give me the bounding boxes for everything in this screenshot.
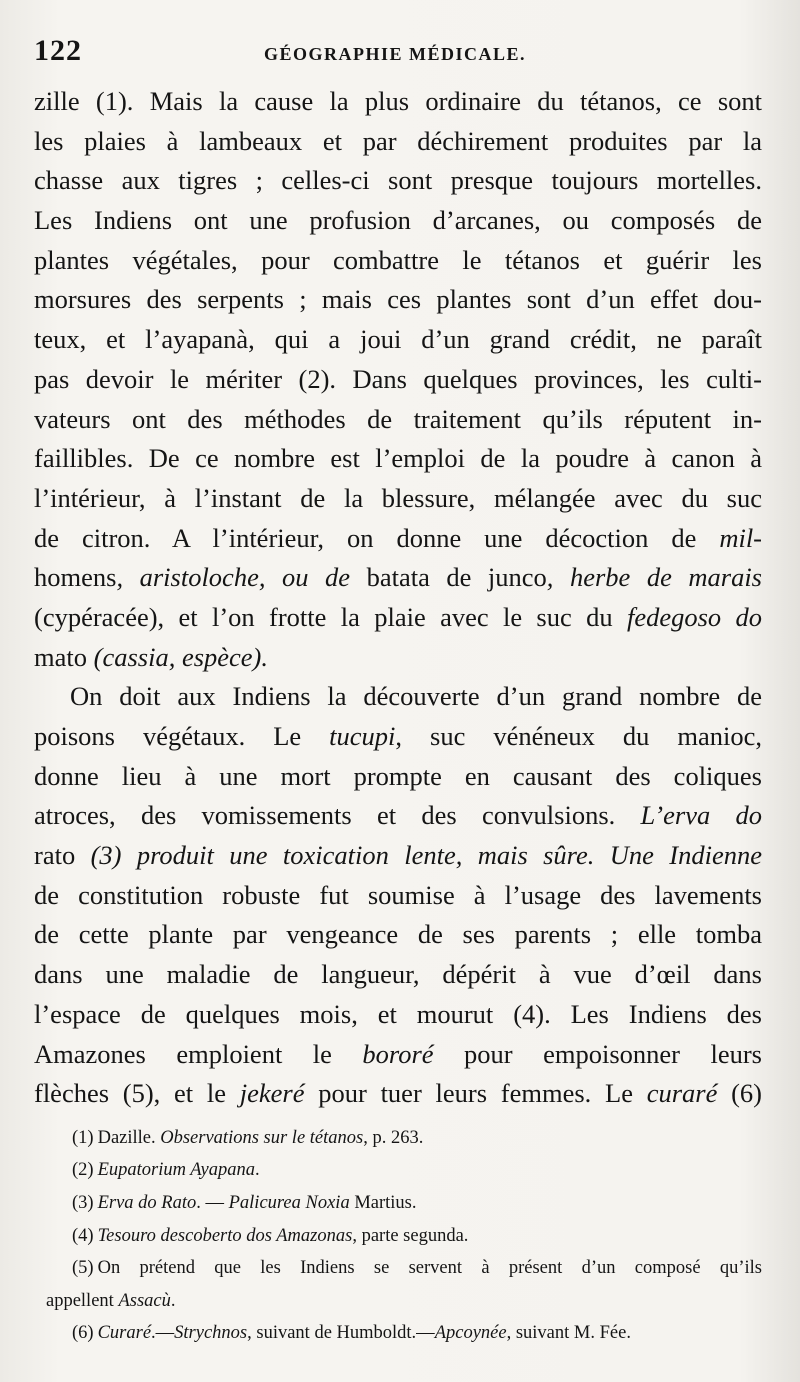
text-run: On doit aux Indiens la découverte d’un grand nombre de <box>70 681 762 712</box>
italic-term: tucupi <box>329 721 396 751</box>
footnote-italic: Apcoynée <box>434 1323 507 1344</box>
text-line <box>34 836 762 876</box>
footnote <box>34 1317 762 1350</box>
text-run: zille (1). Mais la cause la plus ordinaire du tétanos, ce sont <box>34 86 762 116</box>
text-run: vateurs ont des méthodes de traitement qu’ils réputent in- <box>34 403 762 434</box>
running-head: GÉOGRAPHIE MÉDICALE. <box>264 44 527 64</box>
text-run: pour tuer leurs femmes. Le <box>304 1078 647 1109</box>
footnote-italic: Palicurea Noxia <box>228 1193 350 1214</box>
text-run: pas devoir le mériter (2). Dans quelques provinces, les culti- <box>34 363 762 394</box>
text-line <box>34 400 762 440</box>
text-line <box>34 995 762 1035</box>
text-line <box>34 519 762 559</box>
text-line <box>34 717 762 757</box>
text-run: faillibles. De ce nombre est l’emploi de la poudre à canon à <box>34 443 762 474</box>
footnote-text: , parte segunda. <box>352 1225 469 1246</box>
footnote <box>34 1122 762 1155</box>
footnote-mark: (1) <box>72 1127 94 1148</box>
footnote-text: . <box>255 1160 260 1181</box>
italic-term: curaré <box>646 1078 718 1109</box>
text-run: mato <box>34 641 87 672</box>
paragraph-2 <box>34 677 762 1114</box>
text-run: plantes végétales, pour combattre le tétanos et guérir les <box>34 244 762 275</box>
text-run: rato <box>34 840 76 871</box>
text-line <box>34 677 762 717</box>
italic-term: (cassia, espèce). <box>87 641 269 672</box>
text-line <box>34 638 762 678</box>
text-run: morsures des serpents ; mais ces plantes sont d’un effet dou- <box>34 284 762 315</box>
footnote-italic: Observations sur le tétanos <box>160 1127 364 1148</box>
footnote-italic: Assacù <box>118 1290 171 1311</box>
text-line <box>34 1035 762 1075</box>
text-line <box>34 320 762 360</box>
text-line <box>34 161 762 201</box>
footnote-text: . <box>170 1290 176 1311</box>
text-line <box>34 201 762 241</box>
footnote-italic: Curaré <box>97 1323 152 1344</box>
text-run: Amazones emploient le <box>34 1038 363 1069</box>
text-run: (6) <box>717 1078 762 1109</box>
italic-term: bororé <box>362 1038 434 1069</box>
text-line <box>34 241 762 281</box>
text-line <box>34 439 762 479</box>
text-run: l’intérieur, à l’instant de la blessure, mélangée avec du suc <box>34 482 762 513</box>
footnote-mark: (5) <box>72 1258 94 1279</box>
footnote-text: . — <box>196 1193 229 1214</box>
text-line <box>34 955 762 995</box>
text-line <box>34 122 762 162</box>
text-run: (cypéracée), et l’on frotte la plaie avec le suc du <box>34 601 627 632</box>
footnote <box>34 1187 762 1220</box>
italic-term: (3) produit une toxication lente, mais sûre. Une Indienne <box>75 840 762 871</box>
text-run: les plaies à lambeaux et par déchirement produites par la <box>34 125 762 156</box>
footnote <box>34 1154 762 1187</box>
footnote <box>34 1252 762 1285</box>
text-run: dans une maladie de langueur, dépérit à vue d’œil dans <box>34 959 762 990</box>
footnote-text: Dazille. <box>97 1127 161 1148</box>
text-line <box>34 558 762 598</box>
italic-term: mil- <box>719 522 762 553</box>
footnote-text: appellent <box>46 1290 119 1311</box>
text-line <box>34 82 762 122</box>
footnote-mark: (6) <box>72 1323 94 1344</box>
footnotes <box>34 1122 762 1350</box>
text-line <box>34 479 762 519</box>
footnote-text: Martius. <box>349 1193 417 1214</box>
footnote-italic: Erva do Rato <box>97 1193 197 1214</box>
text-line <box>34 1074 762 1114</box>
text-run: atroces, des vomissements et des convulsions. <box>34 800 641 831</box>
text-run: batata de junco <box>366 562 547 593</box>
text-line <box>34 280 762 320</box>
italic-term: , aristoloche, ou de <box>116 562 367 593</box>
text-line <box>34 757 762 797</box>
page-header <box>34 34 762 82</box>
text-run: homens <box>34 562 117 593</box>
footnote <box>34 1285 762 1318</box>
italic-term: , herbe de marais <box>546 562 762 593</box>
footnote-text: On prétend que les Indiens se servent à présent d’un composé qu’ils <box>97 1258 762 1279</box>
text-run: de cette plante par vengeance de ses parents ; elle tomba <box>34 919 762 950</box>
text-run: chasse aux tigres ; celles-ci sont presque toujours mortelles. <box>34 165 762 196</box>
footnote-text: , suivant de Humboldt.— <box>247 1323 435 1344</box>
italic-term: L’erva do <box>640 800 762 831</box>
text-run: poisons végétaux. Le <box>34 721 330 751</box>
footnote-italic: Tesouro descoberto dos Amazonas <box>97 1225 353 1246</box>
text-line <box>34 360 762 400</box>
text-run: de constitution robuste fut soumise à l’usage des lavements <box>34 879 762 910</box>
text-line <box>34 915 762 955</box>
footnote-mark: (2) <box>72 1160 94 1181</box>
paragraph-1 <box>34 82 762 677</box>
text-line <box>34 876 762 916</box>
text-run: , suc vénéneux du manioc, <box>395 721 762 751</box>
text-run: flèches (5), et le <box>34 1078 240 1109</box>
footnote-italic: Eupatorium Ayapana <box>97 1160 255 1181</box>
footnote-text: , p. 263. <box>363 1127 424 1148</box>
footnote-text: , suivant M. Fée. <box>506 1323 631 1344</box>
footnote <box>34 1220 762 1253</box>
footnote-italic: Strychnos <box>174 1323 248 1344</box>
footnote-mark: (4) <box>72 1225 94 1246</box>
text-run: donne lieu à une mort prompte en causant des coliques <box>34 760 762 791</box>
text-run: Les Indiens ont une profusion d’arcanes, ou composés de <box>34 205 762 236</box>
text-line <box>34 796 762 836</box>
text-run: l’espace de quelques mois, et mourut (4). Les Indiens des <box>34 998 762 1029</box>
text-run: pour empoisonner leurs <box>433 1038 762 1069</box>
text-run: teux, et l’ayapanà, qui a joui d’un grand crédit, ne paraît <box>34 324 762 355</box>
footnote-mark: (3) <box>72 1193 94 1214</box>
page-number: 122 <box>34 34 82 67</box>
italic-term: fedegoso do <box>626 601 762 632</box>
text-run: de citron. A l’intérieur, on donne une décoction de <box>34 522 720 553</box>
italic-term: jekeré <box>239 1078 305 1109</box>
footnote-text: .— <box>151 1323 175 1344</box>
text-line <box>34 598 762 638</box>
